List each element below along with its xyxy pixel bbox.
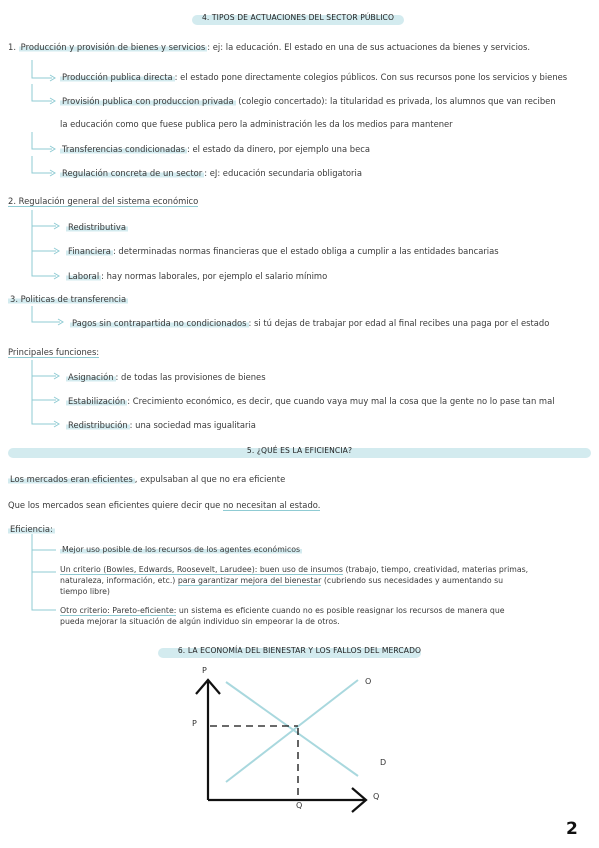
y-axis <box>196 680 220 800</box>
y-axis-label: P <box>202 666 207 675</box>
efficiency-point2-l3: tiempo libre) <box>60 587 110 596</box>
functions-sub2: Estabilización : Crecimiento económico, es decir, que cuando vaya muy mal la cosa que la gente no lo pase tan mal <box>68 396 555 406</box>
item2-line <box>8 196 198 207</box>
arrow-icon <box>30 360 62 430</box>
item3-sub1: Pagos sin contrapartida no condicionados : si tú dejas de trabajar por edad al final recibes una paga por el estado <box>72 318 550 328</box>
item1-sub1: Producción publica directa : el estado pone directamente colegios públicos. Con sus recursos pone los servicios y bienes <box>62 72 568 82</box>
item1-sub3: Transferencias condicionadas : el estado da dinero, por ejemplo una beca <box>62 144 370 154</box>
item2-sub2: Financiera : determinadas normas financieras que el estado obliga a cumplir a las entidades bancarias <box>68 246 499 256</box>
section6-banner <box>8 645 591 660</box>
functions-sub3: Redistribución : una sociedad mas igualitaria <box>68 420 256 430</box>
section5-banner <box>8 445 591 460</box>
arrow-icon <box>30 156 58 180</box>
price-label: P <box>192 719 197 728</box>
demand-label: D <box>380 758 387 767</box>
arrow-icon <box>30 210 62 282</box>
eficiencia-label: Eficiencia: <box>10 524 53 534</box>
quantity-label: Q <box>296 801 303 810</box>
item3-line <box>8 294 128 305</box>
item1-sub2: Provisión publica con produccion privada (colegio concertado): la titularidad es privada, los alumnos que van reciben <box>62 96 556 106</box>
arrow-icon <box>30 60 58 84</box>
efficiency-point3: Otro criterio: Pareto-eficiente: un sistema es eficiente cuando no es posible reasignar los recursos de manera que <box>60 606 505 615</box>
supply-demand-graph <box>180 664 400 824</box>
functions-label: Principales funciones: <box>8 347 100 357</box>
efficiency-point2: Un criterio (Bowles, Edwards, Roosevelt, Larudee): buen uso de insumos (trabajo, tiempo, creatividad, materias primas, <box>60 565 529 574</box>
supply-label: O <box>365 677 372 686</box>
arrow-icon <box>30 306 66 328</box>
item3-label: 3. Politicas de transferencia <box>10 294 127 304</box>
item2-label: 2. Regulación general del sistema económico <box>8 196 199 206</box>
arrow-icon <box>30 84 58 108</box>
functions-line <box>8 347 99 358</box>
efficiency-point3-l2: pueda mejorar la situación de algún individuo sin empeorar la de otros. <box>60 617 340 626</box>
x-axis <box>208 788 366 812</box>
efficiency-point2-l2: naturaleza, información, etc.) para garantizar mejora del bienestar (cubriendo sus necesidades y aumentando su <box>60 576 504 585</box>
item1-sub4: Regulación concreta de un sector : eJ: educación secundaria obligatoria <box>62 168 362 178</box>
bracket-line <box>30 534 62 614</box>
functions-sub1: Asignación : de todas las provisiones de bienes <box>68 372 266 382</box>
item1-line: 1. Producción y provisión de bienes y servicios : ej: la educación. El estado en una de sus actuaciones da bienes y servicios. <box>8 42 531 52</box>
section6-title: 6. LA ECONOMÍA DEL BIENESTAR Y LOS FALLOS DEL MERCADO <box>177 646 422 655</box>
item2-sub3: Laboral : hay normas laborales, por ejemplo el salario mínimo <box>68 271 328 281</box>
section5-title: 5. ¿QUÉ ES LA EFICIENCIA? <box>246 446 353 455</box>
section4-title: 4. TIPOS DE ACTUACIONES DEL SECTOR PÚBLICO <box>201 13 395 22</box>
item1-sub2-cont: la educación como que fuese publica pero la administración les da los medios para mantener <box>60 119 453 129</box>
section4-banner <box>192 12 404 27</box>
efficiency-point1: Mejor uso posible de los recursos de los agentes económicos <box>62 545 301 554</box>
arrow-icon <box>30 132 58 156</box>
efficiency-line1: Los mercados eran eficientes , expulsaban al que no era eficiente <box>10 474 286 484</box>
page-number: 2 <box>566 819 578 839</box>
x-axis-label: Q <box>373 792 380 801</box>
item2-sub1: Redistributiva <box>68 222 126 232</box>
item1-label: Producción y provisión de bienes y servicios <box>20 42 206 52</box>
efficiency-line2: Que los mercados sean eficientes quiere decir que no necesitan al estado. <box>8 500 321 510</box>
